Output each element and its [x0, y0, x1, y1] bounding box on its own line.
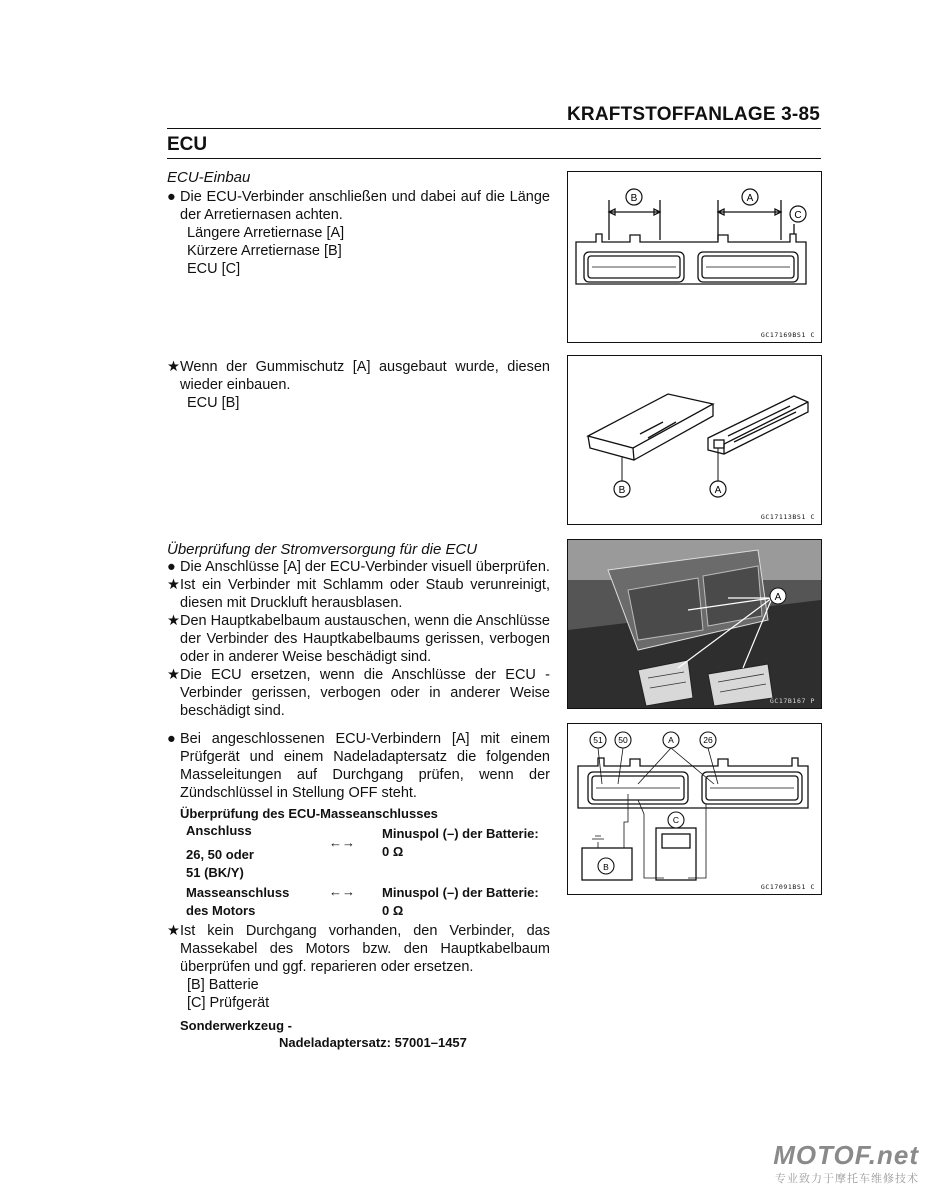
section-title: ECU: [167, 134, 208, 155]
svg-text:A: A: [774, 592, 782, 603]
power-item: [167, 558, 550, 576]
power-item: [167, 576, 550, 612]
figure-connector-photo: [567, 539, 822, 709]
nocont-text: Ist kein Durchgang vorhanden, den Verbinder, das Massekabel des Motors bzw. den Hauptkabelbaum überprüfen und ggf. reparieren oder ersetzen.: [180, 923, 550, 975]
tool-heading: Sonderwerkzeug -: [180, 1018, 292, 1033]
install-label-c: ECU [C]: [187, 261, 241, 277]
star-icon: ★: [167, 577, 180, 593]
section-rule: [167, 158, 821, 159]
figure-code: GC17B167 P: [769, 697, 815, 705]
ground-row2-target: Minuspol (–) der Batterie: 0 Ω: [382, 885, 539, 918]
rubber-text: Wenn der Gummischutz [A] ausgebaut wurde, diesen wieder einbauen.: [180, 359, 550, 393]
bullet-icon: ●: [167, 189, 176, 205]
install-label-a: Längere Arretiernase [A]: [187, 225, 345, 241]
svg-text:B: B: [603, 862, 609, 872]
power-item: [167, 666, 550, 720]
header-rule: [167, 128, 821, 129]
rubber-label-b: ECU [B]: [187, 395, 240, 411]
page-header-title: KRAFTSTOFFANLAGE 3-85: [567, 104, 820, 125]
star-icon: ★: [167, 359, 180, 375]
rubber-protector-drawing: [568, 356, 821, 524]
nocont-paragraph: [167, 922, 550, 1012]
star-icon: ★: [167, 613, 180, 629]
power-item: [167, 612, 550, 666]
ground-row2-terminal: Masseanschluss des Motors: [186, 885, 290, 918]
svg-text:A: A: [746, 193, 754, 204]
watermark-tagline: 专业致力于摩托车维修技术: [775, 1173, 919, 1185]
figure-rubber-protector: [567, 355, 822, 525]
star-icon: ★: [167, 667, 180, 683]
svg-text:A: A: [714, 485, 722, 496]
figure-code: GC17091BS1 C: [760, 883, 815, 891]
ground-row1-terminal: Anschluss 26, 50 oder 51 (BK/Y): [186, 823, 254, 880]
figure-code: GC17169BS1 C: [760, 331, 815, 339]
power-item-text: Die ECU ersetzen, wenn die Anschlüsse der ECU -Verbinder gerissen, verbogen oder in anderer Weise beschädigt sind.: [180, 667, 550, 719]
ground-text: Bei angeschlossenen ECU-Verbindern [A] mit einem Prüfgerät und einem Nadeladaptersatz die folgenden Masseleitungen auf Durchgang prüfen, wenn der Zündschlüssel in Stellung OFF steht.: [180, 731, 550, 801]
figure-code: GC17113BS1 C: [760, 513, 815, 521]
svg-text:26: 26: [703, 735, 713, 745]
ground-table-title: Überprüfung des ECU-Masseanschlusses: [180, 806, 438, 821]
install-heading: ECU-Einbau: [167, 169, 251, 186]
svg-text:B: B: [618, 485, 626, 496]
power-item-text: Die Anschlüsse [A] der ECU-Verbinder visuell überprüfen.: [180, 559, 550, 575]
svg-text:A: A: [668, 735, 674, 745]
svg-text:C: C: [794, 210, 802, 221]
power-item-text: Den Hauptkabelbaum austauschen, wenn die Anschlüsse der Verbinder des Hauptkabelbaums gerissen, verbogen oder in anderer Weise beschädigt sind.: [180, 613, 550, 665]
power-item-text: Ist ein Verbinder mit Schlamm oder Staub verunreinigt, diesen mit Druckluft herausblasen.: [180, 577, 550, 611]
ground-row1-arrow: ←→: [329, 835, 355, 850]
svg-text:51: 51: [593, 735, 603, 745]
install-bullet: [167, 188, 550, 278]
ground-check-diagram: [568, 724, 821, 894]
watermark-brand: MOTOF.net: [773, 1140, 919, 1170]
ecu-connector-drawing: [568, 172, 821, 342]
ground-row2-arrow: ←→: [329, 884, 355, 899]
nocont-label-c: [C] Prüfgerät: [187, 995, 270, 1011]
install-label-b: Kürzere Arretiernase [B]: [187, 243, 342, 259]
svg-text:B: B: [630, 193, 638, 204]
bullet-icon: ●: [167, 559, 176, 575]
svg-text:50: 50: [618, 735, 628, 745]
figure-ground-check: [567, 723, 822, 895]
connector-photo: [568, 540, 821, 708]
bullet-icon: ●: [167, 731, 176, 747]
figure-ecu-connector-tabs: [567, 171, 822, 343]
tool-item: Nadeladaptersatz: 57001–1457: [279, 1035, 467, 1050]
power-list: [167, 558, 550, 720]
rubber-paragraph: [167, 358, 550, 412]
ground-paragraph: [167, 730, 550, 802]
ground-row1-target: Minuspol (–) der Batterie: 0 Ω: [382, 826, 539, 859]
install-bullet-text: Die ECU-Verbinder anschließen und dabei auf die Länge der Arretiernasen achten.: [180, 189, 550, 223]
nocont-label-b: [B] Batterie: [187, 977, 259, 993]
svg-text:C: C: [672, 815, 680, 825]
power-heading: Überprüfung der Stromversorgung für die ECU: [167, 541, 478, 558]
star-icon: ★: [167, 923, 180, 939]
